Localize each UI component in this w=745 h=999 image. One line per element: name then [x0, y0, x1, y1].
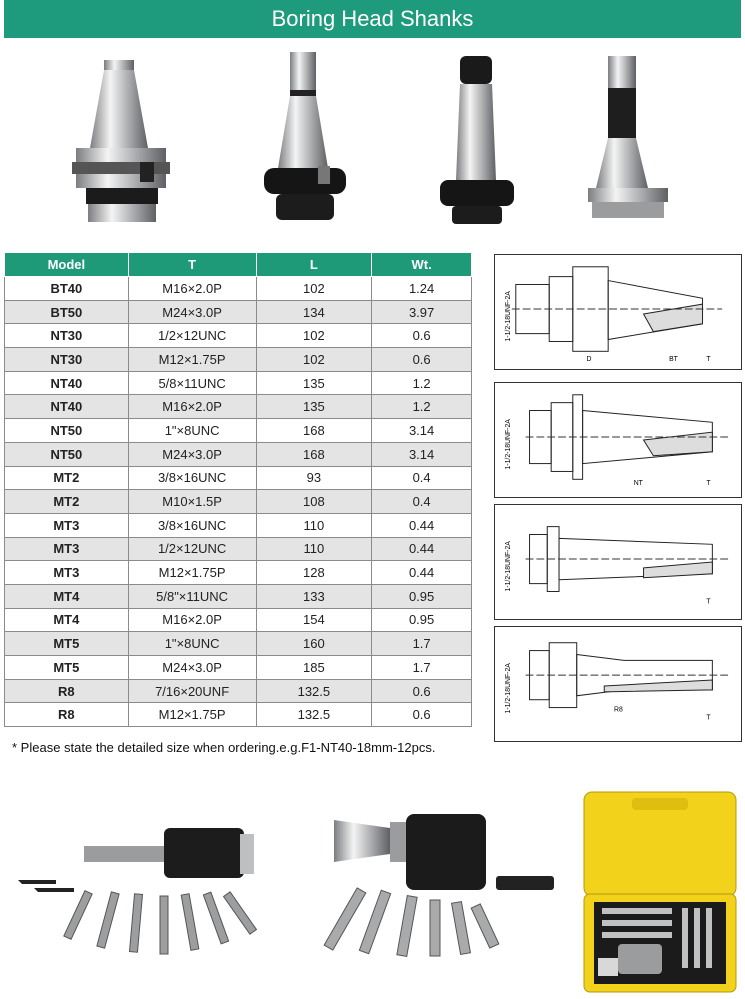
cell-l: 160	[256, 632, 372, 656]
thread-label: 1-1/2-18UNF-2A	[504, 419, 512, 470]
cell-l: 133	[256, 584, 372, 608]
cell-l: 134	[256, 300, 372, 324]
cell-t: M16×2.0P	[128, 395, 256, 419]
ordering-note: * Please state the detailed size when ordering.e.g.F1-NT40-18mm-12pcs.	[12, 740, 436, 755]
column-header-wt: Wt.	[372, 253, 472, 277]
thread-label: 1-1/2-18UNF-2A	[504, 541, 512, 592]
cell-wt: 0.6	[372, 679, 472, 703]
cell-t: M16×2.0P	[128, 277, 256, 301]
cell-l: 135	[256, 395, 372, 419]
cell-t: M12×1.75P	[128, 703, 256, 727]
cell-t: M12×1.75P	[128, 348, 256, 372]
cell-model: MT5	[5, 656, 129, 680]
cell-model: MT2	[5, 490, 129, 514]
cell-l: 128	[256, 561, 372, 585]
r8-shank-photo	[584, 48, 674, 238]
cell-t: 1/2×12UNC	[128, 537, 256, 561]
cell-t: 3/8×16UNC	[128, 513, 256, 537]
shank-photos	[0, 48, 745, 238]
mt-shank-photo	[432, 48, 532, 238]
cell-wt: 0.6	[372, 348, 472, 372]
column-header-model: Model	[5, 253, 129, 277]
table-row	[5, 442, 472, 466]
cell-model: NT30	[5, 324, 129, 348]
table-row	[5, 656, 472, 680]
cell-l: 185	[256, 656, 372, 680]
cell-model: BT50	[5, 300, 129, 324]
cell-l: 132.5	[256, 679, 372, 703]
cell-model: MT3	[5, 537, 129, 561]
table-row	[5, 632, 472, 656]
dimension-label-t: T	[706, 714, 711, 722]
table-row	[5, 513, 472, 537]
cell-wt: 0.44	[372, 537, 472, 561]
page-title: Boring Head Shanks	[4, 0, 741, 38]
cell-t: M24×3.0P	[128, 300, 256, 324]
cell-model: NT50	[5, 442, 129, 466]
cell-wt: 3.14	[372, 419, 472, 443]
table-row	[5, 277, 472, 301]
cell-model: MT5	[5, 632, 129, 656]
table-row	[5, 608, 472, 632]
cell-l: 102	[256, 324, 372, 348]
cell-t: 1/2×12UNC	[128, 324, 256, 348]
cell-t: 1"×8UNC	[128, 419, 256, 443]
r8-shank-drawing	[494, 626, 742, 742]
bt-boring-head-set-photo	[310, 806, 560, 966]
cell-wt: 3.97	[372, 300, 472, 324]
cell-model: MT3	[5, 561, 129, 585]
cell-wt: 0.6	[372, 324, 472, 348]
table-header-row	[5, 253, 472, 277]
cell-t: 5/8"×11UNC	[128, 584, 256, 608]
cell-t: 7/16×20UNF	[128, 679, 256, 703]
table-row	[5, 490, 472, 514]
dimension-label-d: D	[586, 356, 592, 364]
cell-wt: 1.7	[372, 656, 472, 680]
cell-l: 135	[256, 371, 372, 395]
nt40-shank-photo	[258, 48, 358, 238]
table-row	[5, 703, 472, 727]
cell-wt: 0.44	[372, 561, 472, 585]
cell-model: MT4	[5, 584, 129, 608]
table-row	[5, 324, 472, 348]
dimension-label-t: T	[706, 356, 711, 364]
cell-model: BT40	[5, 277, 129, 301]
cell-l: 132.5	[256, 703, 372, 727]
cell-t: 5/8×11UNC	[128, 371, 256, 395]
table-row	[5, 300, 472, 324]
cell-model: NT30	[5, 348, 129, 372]
cell-t: M24×3.0P	[128, 656, 256, 680]
thread-label: 1-1/2-18UNF-2A	[504, 291, 512, 342]
cell-l: 110	[256, 537, 372, 561]
thread-label: 1-1/2-18UNF-2A	[504, 663, 512, 714]
cell-wt: 0.95	[372, 584, 472, 608]
boring-bar-set-photo	[14, 820, 284, 970]
table-row	[5, 419, 472, 443]
cell-l: 102	[256, 277, 372, 301]
cell-model: NT40	[5, 371, 129, 395]
cell-wt: 1.7	[372, 632, 472, 656]
mt-shank-drawing	[494, 504, 742, 620]
dimension-label-t: T	[706, 598, 711, 606]
table-row	[5, 537, 472, 561]
bt-shank-drawing	[494, 254, 742, 370]
cell-l: 168	[256, 419, 372, 443]
column-header-t: T	[128, 253, 256, 277]
cell-wt: 1.24	[372, 277, 472, 301]
cell-t: M10×1.5P	[128, 490, 256, 514]
cell-wt: 3.14	[372, 442, 472, 466]
spec-table	[4, 252, 472, 727]
cell-t: 3/8×16UNC	[128, 466, 256, 490]
cell-wt: 1.2	[372, 371, 472, 395]
cell-wt: 0.6	[372, 703, 472, 727]
cell-l: 108	[256, 490, 372, 514]
cell-l: 154	[256, 608, 372, 632]
cell-l: 93	[256, 466, 372, 490]
table-row	[5, 679, 472, 703]
cell-l: 102	[256, 348, 372, 372]
cell-model: MT2	[5, 466, 129, 490]
cell-l: 168	[256, 442, 372, 466]
cell-wt: 0.4	[372, 490, 472, 514]
cell-wt: 0.44	[372, 513, 472, 537]
cell-model: NT50	[5, 419, 129, 443]
cell-wt: 0.4	[372, 466, 472, 490]
cell-t: 1"×8UNC	[128, 632, 256, 656]
nt-shank-drawing	[494, 382, 742, 498]
cell-model: NT40	[5, 395, 129, 419]
boring-kit-case-photo	[578, 788, 742, 996]
cell-model: MT4	[5, 608, 129, 632]
table-row	[5, 348, 472, 372]
bt40-shank-photo	[68, 48, 178, 238]
cell-wt: 0.95	[372, 608, 472, 632]
table-row	[5, 395, 472, 419]
cell-t: M24×3.0P	[128, 442, 256, 466]
cell-t: M16×2.0P	[128, 608, 256, 632]
cell-wt: 1.2	[372, 395, 472, 419]
dimension-label-r8: R8	[614, 706, 623, 714]
cell-model: MT3	[5, 513, 129, 537]
table-row	[5, 371, 472, 395]
cell-t: M12×1.75P	[128, 561, 256, 585]
table-row	[5, 584, 472, 608]
cell-l: 110	[256, 513, 372, 537]
cell-model: R8	[5, 703, 129, 727]
column-header-l: L	[256, 253, 372, 277]
cell-model: R8	[5, 679, 129, 703]
dimension-label-bt: BT	[669, 356, 678, 364]
table-row	[5, 466, 472, 490]
table-row	[5, 561, 472, 585]
dimension-label-nt: NT	[633, 480, 643, 488]
dimension-label-t: T	[706, 480, 711, 488]
